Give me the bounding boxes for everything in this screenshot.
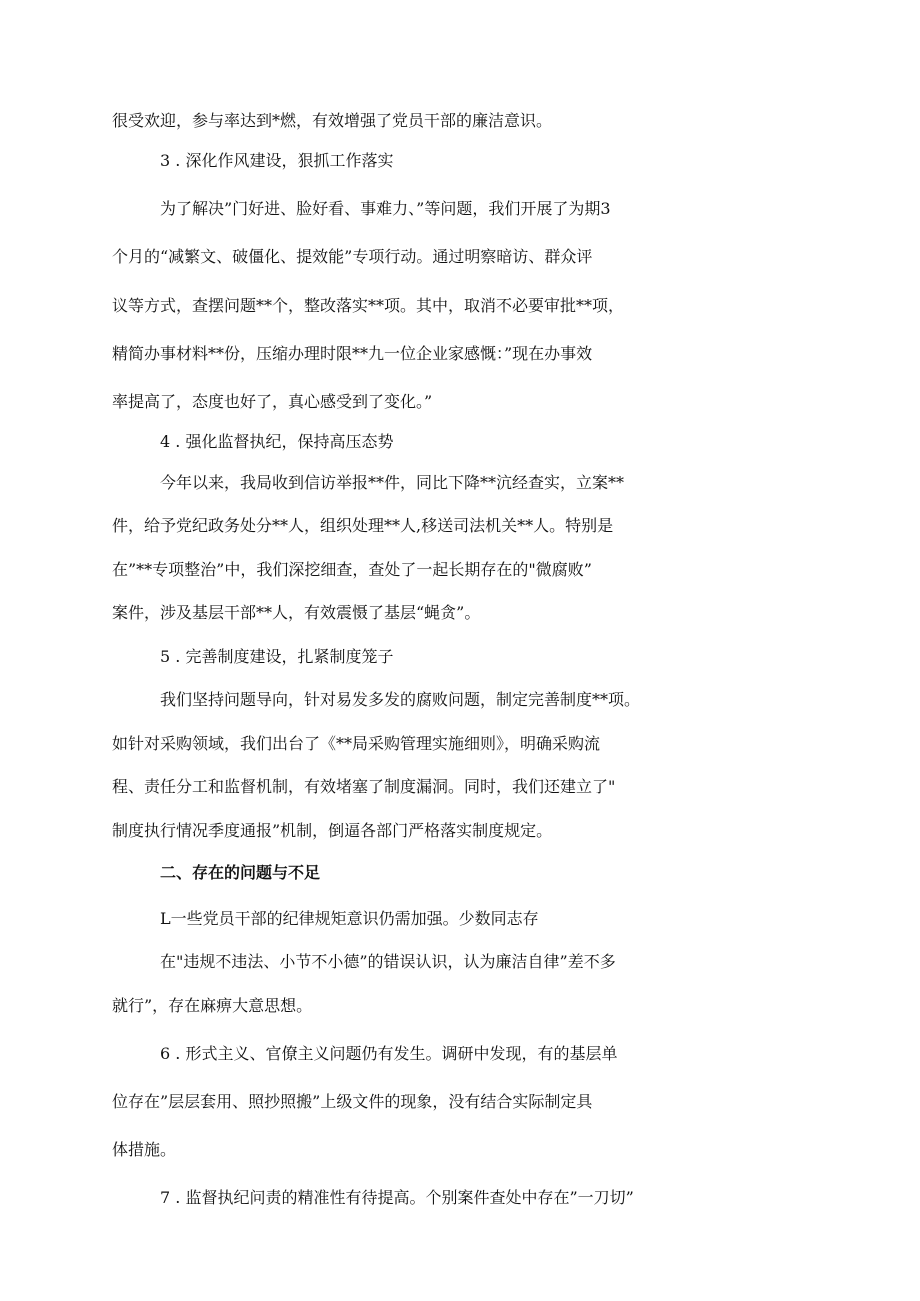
section-heading: 3 . 深化作风建设，狠抓工作落实 [160, 151, 394, 170]
paragraph-line: 在"违规不违法、小节不小德”的错误认识，认为廉洁自律”差不多 [160, 952, 616, 971]
paragraph-line: 很受欢迎，参与率达到*燃，有效增强了党员干部的廉洁意识。 [112, 111, 553, 130]
paragraph-line: 就行”，存在麻痹大意思想。 [112, 996, 313, 1015]
paragraph-line: 件，给予党纪政务处分**人，组织处理**人,移送司法机关**人。特别是 [112, 516, 614, 535]
paragraph-line: L一些党员干部的纪律规矩意识仍需加强。少数同志存 [160, 909, 539, 928]
paragraph-line: 7 . 监督执纪问责的精准性有待提高。个别案件查处中存在”一刀切” [160, 1188, 634, 1207]
paragraph-line: 案件，涉及基层干部**人，有效震慑了基层“蝇贪”。 [112, 603, 481, 622]
paragraph-line: 精简办事材料**份，压缩办理时限**九一位企业家感慨：”现在办事效 [112, 344, 593, 363]
paragraph-line: 制度执行情况季度通报”机制，倒逼各部门严格落实制度规定。 [112, 821, 553, 840]
paragraph-line: 在”**专项整治”中，我们深挖细查，查处了一起长期存在的"微腐败” [112, 560, 592, 579]
paragraph-line: 位存在”层层套用、照抄照搬”上级文件的现象，没有结合实际制定具 [112, 1092, 593, 1111]
paragraph-line: 我们坚持问题导向，针对易发多发的腐败问题，制定完善制度**项。 [160, 690, 641, 709]
chapter-heading: 二、存在的问题与不足 [160, 863, 321, 882]
paragraph-line: 为了解决”门好进、脸好看、事难力、”等问题，我们开展了为期3 [160, 199, 611, 218]
paragraph-line: 体措施。 [112, 1140, 177, 1159]
paragraph-line: 6 . 形式主义、官僚主义问题仍有发生。调研中发现，有的基层单 [160, 1044, 618, 1063]
section-heading: 5 . 完善制度建设，扎紧制度笼子 [160, 647, 394, 666]
section-heading: 4 . 强化监督执纪，保持高压态势 [160, 432, 394, 451]
paragraph-line: 今年以来，我局收到信访举报**件，同比下降**沆经查实，立案** [160, 473, 625, 492]
paragraph-line: 议等方式，查摆问题**个，整改落实**项。其中，取消不必要审批**项， [112, 296, 625, 315]
paragraph-line: 程、责任分工和监督机制，有效堵塞了制度漏洞。同时，我们还建立了" [112, 777, 616, 796]
paragraph-line: 如针对采购领域，我们出台了《**局采购管理实施细则》，明确采购流 [112, 734, 601, 753]
paragraph-line: 个月的“减繁文、破僵化、提效能”专项行动。通过明察暗访、群众评 [112, 247, 593, 266]
paragraph-line: 率提高了，态度也好了，真心感受到了变化。” [112, 392, 433, 411]
